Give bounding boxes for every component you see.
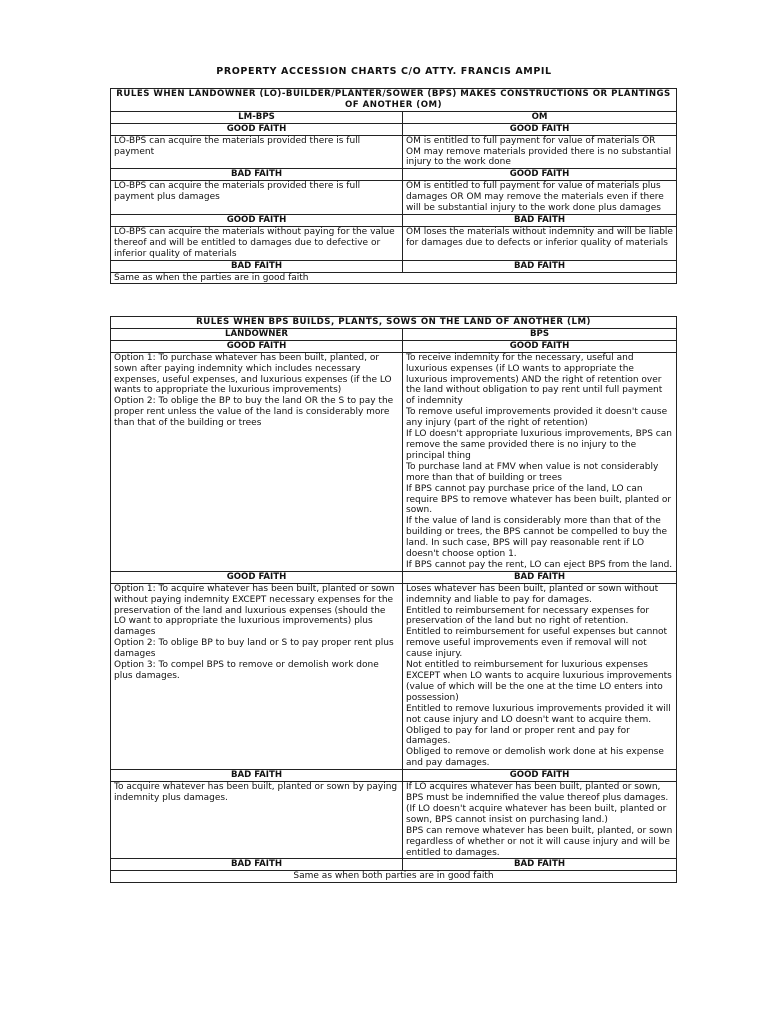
faith-label: GOOD FAITH: [111, 214, 403, 226]
rule-cell: LO-BPS can acquire the materials without paying for the value thereof and will be entitled to damages due to defective or inferior quality of materials: [111, 226, 403, 260]
faith-label: GOOD FAITH: [111, 123, 403, 135]
table-heading: RULES WHEN LANDOWNER (LO)-BUILDER/PLANTER/SOWER (BPS) MAKES CONSTRUCTIONS OR PLANTINGS OF ANOTHER (OM): [111, 89, 677, 112]
rule-cell: LO-BPS can acquire the materials provided there is full payment plus damages: [111, 181, 403, 215]
faith-label: BAD FAITH: [111, 260, 403, 272]
table-heading: RULES WHEN BPS BUILDS, PLANTS, SOWS ON THE LAND OF ANOTHER (LM): [111, 317, 677, 329]
rule-cell: To acquire whatever has been built, planted or sown by paying indemnity plus damages.: [111, 782, 403, 859]
rule-cell: If LO acquires whatever has been built, planted or sown, BPS must be indemnified the value thereof plus damages. (If LO doesn't acquire whatever has been built, planted or sown, BPS cannot insist on purchasing land.) BPS can remove whatever has been built, planted, or sown regardless of whether or not it will cause injury and will be entitled to damages.: [403, 782, 677, 859]
accession-table-materials: [110, 88, 677, 284]
faith-label: GOOD FAITH: [403, 123, 677, 135]
rule-cell: Option 1: To acquire whatever has been built, planted or sown without paying indemnity EXCEPT necessary expenses for the preservation of the land and luxurious expenses (should the LO want to appropriate the luxurious improvements) plus damages Option 2: To oblige BP to buy land or S to pay proper rent plus damages Option 3: To compel BPS to remove or demolish work done plus damages.: [111, 583, 403, 769]
rule-cell: Option 1: To purchase whatever has been built, planted, or sown after paying indemnity which includes necessary expenses, useful expenses, and luxurious expenses (if the LO wants to appropriate the luxurious improvements) Option 2: To oblige the BP to buy the land OR the S to pay the proper rent unless the value of the land is considerably more than that of the building or trees: [111, 352, 403, 571]
rule-cell: OM loses the materials without indemnity and will be liable for damages due to defects or inferior quality of materials: [403, 226, 677, 260]
faith-label: BAD FAITH: [403, 260, 677, 272]
rule-cell: OM is entitled to full payment for value of materials plus damages OR OM may remove the materials even if there will be substantial injury to the work done plus damages: [403, 181, 677, 215]
table-footer: Same as when the parties are in good faith: [111, 272, 677, 284]
accession-table-land: [110, 316, 677, 883]
rule-cell: To receive indemnity for the necessary, useful and luxurious expenses (if LO wants to appropriate the luxurious improvements) AND the right of retention over the land without obligation to pay rent until full payment of indemnity To remove useful improvements provided it doesn't cause any injury (part of the right of retention) If LO doesn't appropriate luxurious improvements, BPS can remove the same provided there is no injury to the principal thing To purchase land at FMV when value is not considerably more than that of building or trees If BPS cannot pay purchase price of the land, LO can require BPS to remove whatever has been built, planted or sown. If the value of land is considerably more than that of the building or trees, the BPS cannot be compelled to buy the land. In such case, BPS will pay reasonable rent if LO doesn't choose option 1. If BPS cannot pay the rent, LO can eject BPS from the land.: [403, 352, 677, 571]
faith-label: BAD FAITH: [403, 214, 677, 226]
rule-cell: Loses whatever has been built, planted or sown without indemnity and liable to pay for damages. Entitled to reimbursement for necessary expenses for preservation of the land but no right of retention. Entitled to reimbursement for useful expenses but cannot remove useful improvements even if removal will not cause injury. Not entitled to reimbursement for luxurious expenses EXCEPT when LO wants to acquire luxurious improvements (value of which will be the one at the time LO enters into possession) Entitled to remove luxurious improvements provided it will not cause injury and LO doesn't want to acquire them. Obliged to pay for land or proper rent and pay for damages. Obliged to remove or demolish work done at his expense and pay damages.: [403, 583, 677, 769]
rule-cell: OM is entitled to full payment for value of materials OR OM may remove materials provided there is no substantial injury to the work done: [403, 135, 677, 169]
column-header-right: BPS: [403, 328, 677, 340]
column-header-left: LM-BPS: [111, 111, 403, 123]
faith-label: BAD FAITH: [403, 571, 677, 583]
faith-label: BAD FAITH: [111, 859, 403, 871]
faith-label: GOOD FAITH: [403, 169, 677, 181]
faith-label: BAD FAITH: [403, 859, 677, 871]
faith-label: GOOD FAITH: [111, 340, 403, 352]
document-title: PROPERTY ACCESSION CHARTS C/O ATTY. FRANCIS AMPIL: [216, 66, 552, 77]
faith-label: GOOD FAITH: [403, 340, 677, 352]
faith-label: GOOD FAITH: [403, 770, 677, 782]
rule-cell: LO-BPS can acquire the materials provided there is full payment: [111, 135, 403, 169]
faith-label: BAD FAITH: [111, 169, 403, 181]
table-footer: Same as when both parties are in good faith: [111, 871, 677, 883]
faith-label: BAD FAITH: [111, 770, 403, 782]
column-header-left: LANDOWNER: [111, 328, 403, 340]
column-header-right: OM: [403, 111, 677, 123]
faith-label: GOOD FAITH: [111, 571, 403, 583]
